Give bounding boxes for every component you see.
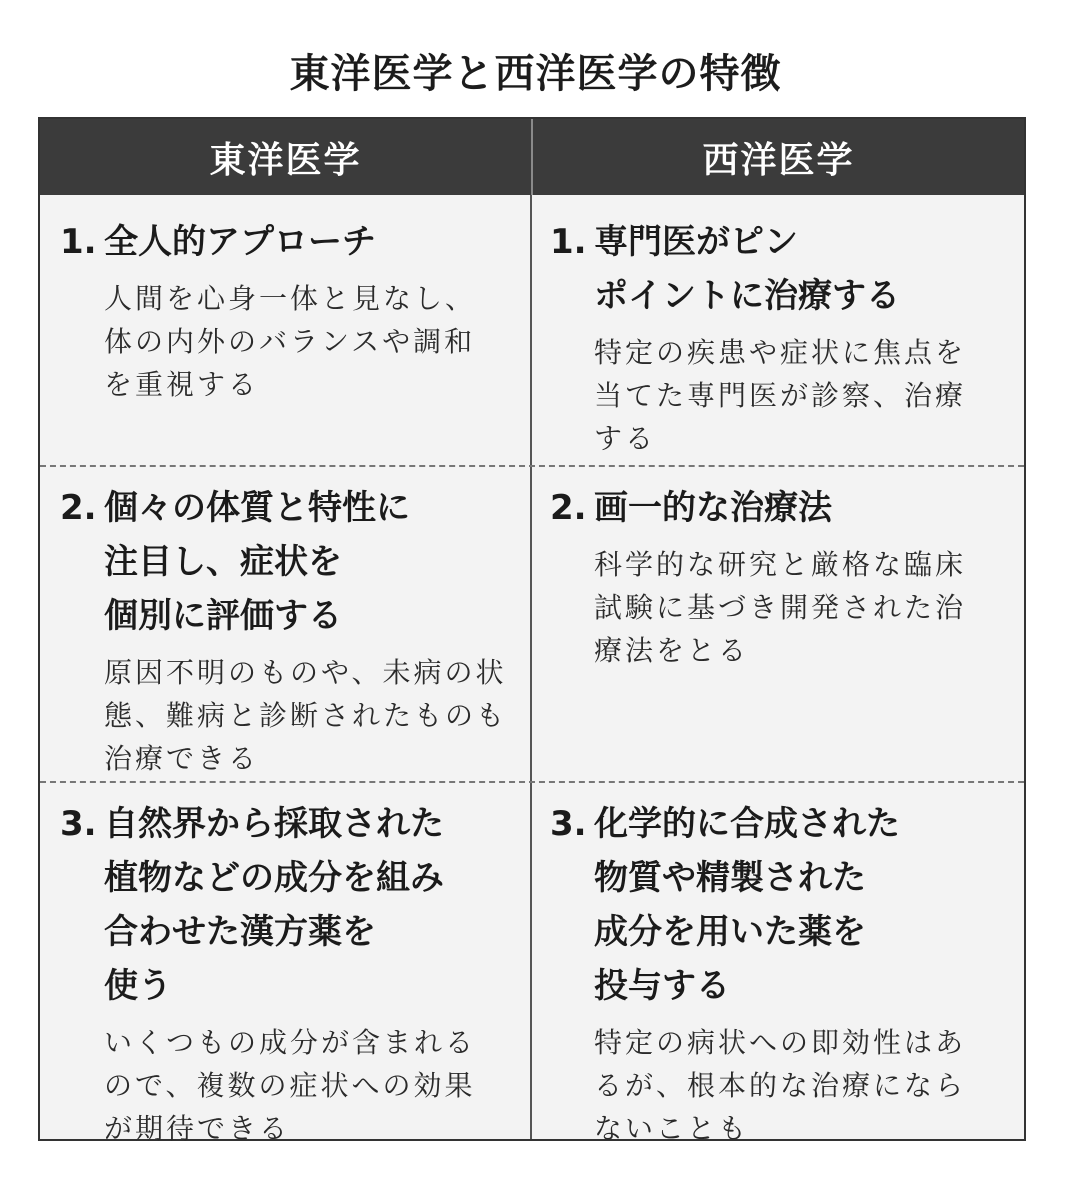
item-heading-text: 専門医がピン ポイントに治療する — [594, 222, 900, 316]
item-description: いくつもの成分が含まれる ので、複数の症状への効果 が期待できる — [104, 1026, 477, 1145]
table-cell-west-1 — [550, 215, 1020, 460]
item-heading-text: 化学的に合成された 物質や精製された 成分を用いた薬を 投与する — [594, 804, 900, 1006]
row-divider — [40, 781, 1024, 783]
column-header-east: 東洋医学 — [40, 119, 533, 195]
item-heading — [60, 215, 530, 269]
item-heading — [550, 797, 1020, 1013]
item-description: 特定の疾患や症状に焦点を 当てた専門医が診察、治療 する — [594, 336, 967, 455]
item-heading — [60, 481, 530, 643]
table-cell-west-2 — [550, 481, 1020, 672]
item-number: 3. — [60, 804, 97, 844]
item-description: 人間を心身一体と見なし、 体の内外のバランスや調和 を重視する — [104, 282, 477, 401]
comparison-table — [38, 117, 1026, 1145]
column-divider — [530, 195, 532, 1139]
item-number: 1. — [60, 222, 97, 262]
item-description: 科学的な研究と厳格な臨床 試験に基づき開発された治 療法をとる — [594, 548, 967, 667]
item-number: 3. — [550, 804, 587, 844]
item-description: 原因不明のものや、未病の状 態、難病と診断されたものも 治療できる — [104, 656, 508, 775]
item-heading-text: 個々の体質と特性に 注目し、症状を 個別に評価する — [104, 488, 410, 636]
column-header-west: 西洋医学 — [702, 139, 855, 181]
page-title: 東洋医学と西洋医学の特徴 — [289, 51, 782, 97]
item-heading-text: 全人的アプローチ — [104, 222, 376, 262]
table-cell-east-1 — [60, 215, 530, 406]
item-number: 2. — [550, 488, 587, 528]
row-divider — [40, 465, 1024, 467]
item-description: 特定の病状への即効性はあ るが、根本的な治療になら ないことも — [594, 1026, 967, 1145]
table-cell-east-2 — [60, 481, 530, 780]
item-heading-text: 自然界から採取された 植物などの成分を組み 合わせた漢方薬を 使う — [104, 804, 444, 1006]
item-number: 1. — [550, 222, 587, 262]
item-heading — [550, 215, 1020, 323]
table-cell-west-3 — [550, 797, 1020, 1150]
item-heading — [60, 797, 530, 1013]
item-number: 2. — [60, 488, 97, 528]
item-heading — [550, 481, 1020, 535]
table-cell-east-3 — [60, 797, 530, 1150]
table-header — [40, 119, 1024, 195]
item-heading-text: 画一的な治療法 — [594, 488, 832, 528]
